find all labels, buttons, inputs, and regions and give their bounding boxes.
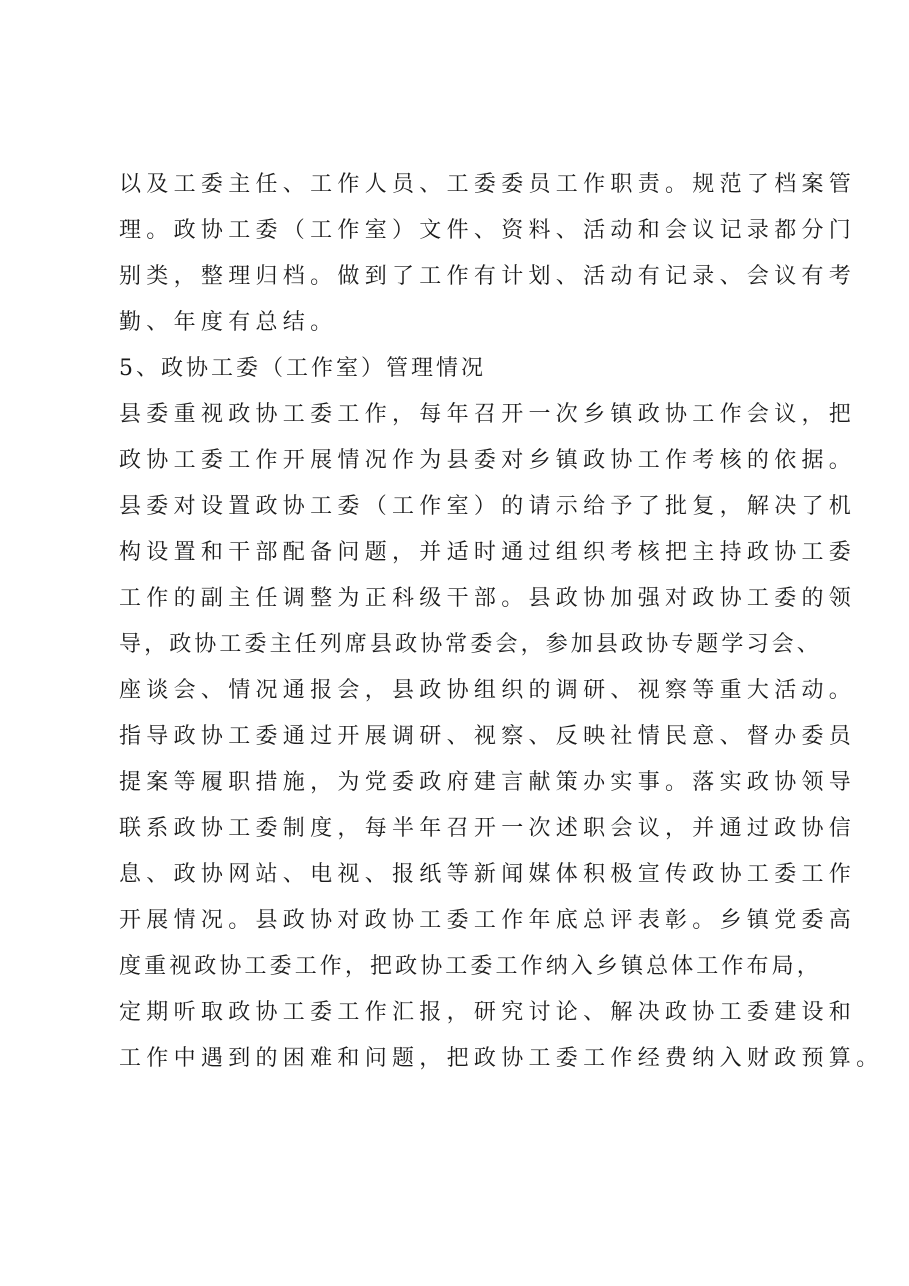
text-line: 理。政协工委（工作室）文件、资料、活动和会议记录都分门 (119, 218, 857, 243)
text-line: 以及工委主任、工作人员、工委委员工作职责。规范了档案管 (119, 172, 857, 197)
text-line: 提案等履职措施，为党委政府建言献策办实事。落实政协领导 (119, 770, 857, 795)
text-line: 指导政协工委通过开展调研、视察、反映社情民意、督办委员 (119, 724, 857, 749)
text-line: 县委重视政协工委工作，每年召开一次乡镇政协工作会议，把 (119, 402, 857, 427)
text-line: 政协工委工作开展情况作为县委对乡镇政协工作考核的依据。 (119, 448, 857, 473)
document-body (119, 162, 884, 1082)
text-line: 县委对设置政协工委（工作室）的请示给予了批复，解决了机 (119, 494, 857, 519)
text-line: 定期听取政协工委工作汇报，研究讨论、解决政协工委建设和 (119, 1000, 857, 1025)
text-line: 别类，整理归档。做到了工作有计划、活动有记录、会议有考 (119, 264, 857, 289)
text-line: 联系政协工委制度，每半年召开一次述职会议，并通过政协信 (119, 816, 857, 841)
text-line: 构设置和干部配备问题，并适时通过组织考核把主持政协工委 (119, 540, 857, 565)
text-line: 度重视政协工委工作，把政协工委工作纳入乡镇总体工作布局， (119, 954, 822, 979)
text-line: 工作的副主任调整为正科级干部。县政协加强对政协工委的领 (119, 586, 857, 611)
text-line: 工作中遇到的困难和问题，把政协工委工作经费纳入财政预算。 (119, 1046, 884, 1071)
text-line: 导，政协工委主任列席县政协常委会，参加县政协专题学习会、 (119, 632, 822, 657)
text-line: 开展情况。县政协对政协工委工作年底总评表彰。乡镇党委高 (119, 908, 857, 933)
text-line: 息、政协网站、电视、报纸等新闻媒体积极宣传政协工委工作 (119, 862, 857, 887)
text-line: 勤、年度有总结。 (119, 310, 338, 335)
text-line: 座谈会、情况通报会，县政协组织的调研、视察等重大活动。 (119, 678, 857, 703)
section-heading: 5、政协工委（工作室）管理情况 (119, 356, 486, 381)
